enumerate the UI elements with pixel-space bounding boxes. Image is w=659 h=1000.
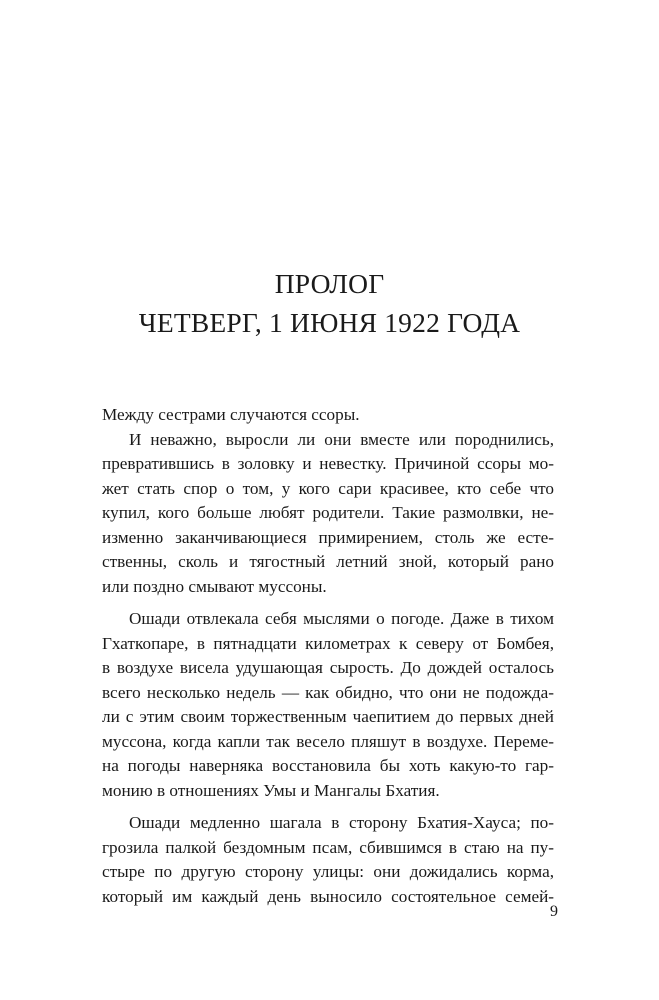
text-line: Ошади медленно шагала в сторону Бхатия-Хауса; по- <box>129 813 554 832</box>
text-line: превратившись в золовку и невестку. Причиной ссоры мо- <box>102 454 554 473</box>
text-line: ли с этим своим торжественным чаепитием до первых дней <box>102 707 554 726</box>
text-line: на погоды наверняка восстановила бы хоть какую-то гар- <box>102 756 554 775</box>
chapter-title: ПРОЛОГ <box>274 268 385 299</box>
text-line: или поздно смывают муссоны. <box>102 576 327 596</box>
text-line: И неважно, выросли ли они вместе или породнились, <box>129 429 554 449</box>
text-line: всего несколько недель — как обидно, что они не подожда- <box>102 682 554 702</box>
paragraph <box>102 428 554 600</box>
text-line: купил, кого больше любят родители. Такие размолвки, не- <box>102 503 554 522</box>
text-line: Ошади отвлекала себя мыслями о погоде. Даже в тихом <box>129 609 554 628</box>
text-line: ственны, сколь и тягостный летний зной, который рано <box>102 552 554 571</box>
paragraph <box>102 403 554 428</box>
chapter-date: ЧЕТВЕРГ, 1 ИЮНЯ 1922 ГОДА <box>138 307 521 338</box>
text-line: изменно заканчивающиеся примирением, столь же есте- <box>102 527 554 547</box>
text-line: в воздухе висела удушающая сырость. До дождей осталось <box>102 658 554 677</box>
text-line: монию в отношениях Умы и Мангалы Бхатия. <box>102 780 440 800</box>
text-line: который им каждый день выносило состоятельное семей- <box>102 886 554 906</box>
paragraph <box>102 811 554 909</box>
text-line: Гхаткопаре, в пятнадцати километрах к северу от Бомбея, <box>102 633 554 653</box>
text-line: муссона, когда капли так весело пляшут в воздухе. Переме- <box>102 731 554 751</box>
text-line: жет стать спор о том, у кого сари красивее, кто себе что <box>102 478 554 498</box>
page-number: 9 <box>550 903 558 920</box>
paragraph <box>102 607 554 803</box>
text-line: грозила палкой бездомным псам, сбившимся в стаю на пу- <box>102 837 554 857</box>
text-line: Между сестрами случаются ссоры. <box>102 405 360 424</box>
text-line: стыре по другую сторону улицы: они дожидались корма, <box>102 862 554 881</box>
body-text <box>102 403 554 909</box>
